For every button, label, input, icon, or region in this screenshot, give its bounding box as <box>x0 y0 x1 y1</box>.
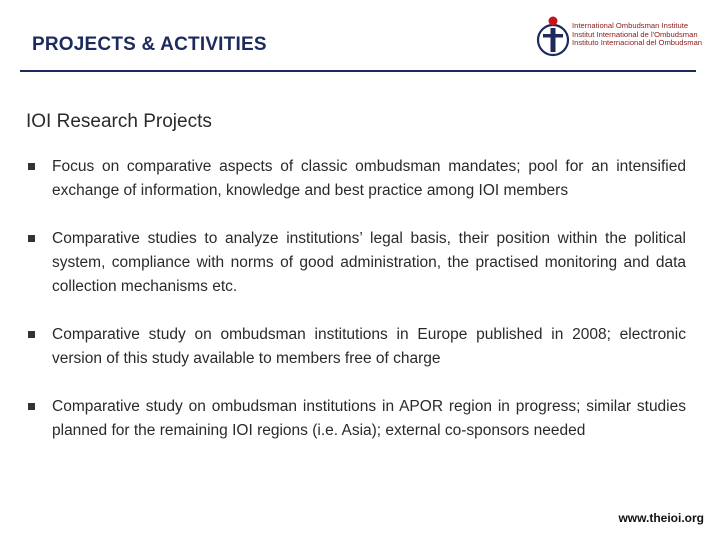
list-item-text: Comparative study on ombudsman institutions in Europe published in 2008; electronic version of this study available to members free of charge <box>52 326 686 367</box>
square-bullet-icon <box>28 403 35 410</box>
list-item-text: Comparative study on ombudsman institutions in APOR region in progress; similar studies planned for the remaining IOI regions (i.e. Asia); external co-sponsors needed <box>52 398 686 439</box>
logo-line-es: Instituto Internacional del Ombudsman <box>572 38 703 48</box>
list-item <box>28 155 686 203</box>
square-bullet-icon <box>28 331 35 338</box>
ioi-logo <box>534 14 714 60</box>
section-heading: IOI Research Projects <box>26 111 212 132</box>
list-item-text: Comparative studies to analyze institutions’ legal basis, their position within the political system, compliance with norms of good administration, the practised monitoring and data collection mechanisms etc. <box>52 230 686 295</box>
square-bullet-icon <box>28 163 35 170</box>
header-divider <box>20 70 696 72</box>
square-bullet-icon <box>28 235 35 242</box>
list-item <box>28 395 686 443</box>
list-item-text: Focus on comparative aspects of classic ombudsman mandates; pool for an intensified exchange of information, knowledge and best practice among IOI members <box>52 158 686 199</box>
page-title: PROJECTS & ACTIVITIES <box>32 34 267 55</box>
ioi-logo-icon <box>534 14 572 60</box>
footer-url[interactable]: www.theioi.org <box>618 511 704 525</box>
bullet-list <box>28 155 686 467</box>
logo-line-fr: Institut International de l'Ombudsman <box>572 29 698 39</box>
list-item <box>28 227 686 299</box>
logo-line-en: International Ombudsman Institute <box>572 21 689 30</box>
list-item <box>28 323 686 371</box>
